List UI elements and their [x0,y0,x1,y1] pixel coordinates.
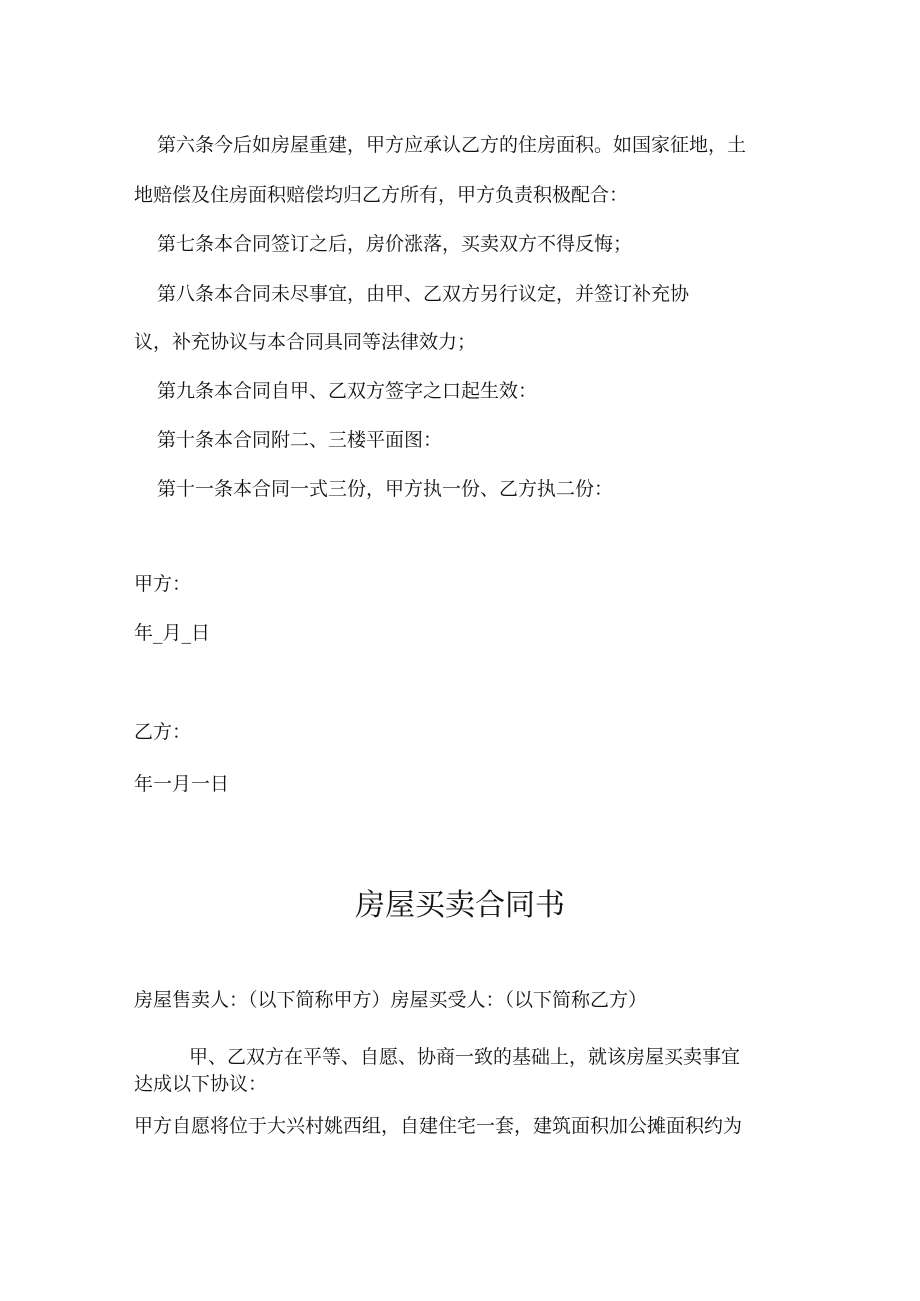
clause-8-line-2: 议，补充协议与本合同具同等法律效力； [134,331,477,353]
preamble-line-1: 甲、乙双方在平等、自愿、协商一致的基础上，就该房屋买卖事宜 [189,1046,741,1068]
party-a-date: 年_月_日 [134,622,211,644]
party-b-date: 年一月一日 [134,773,230,795]
party-b-label: 乙方： [134,721,192,743]
clause-10: 第十条本合同附二、三楼平面图： [157,429,443,451]
body-line-1: 甲方自愿将位于大兴村姚西组，自建住宅一套，建筑面积加公摊面积约为 [134,1115,743,1137]
preamble-line-2: 达成以下协议： [134,1073,268,1095]
party-a-label: 甲方： [134,573,192,595]
contract-title: 房屋买卖合同书 [355,888,565,923]
clause-6-line-1: 第六条今后如房屋重建，甲方应承认乙方的住房面积。如国家征地，土 [157,134,747,156]
clause-8-line-1: 第八条本合同未尽事宜，由甲、乙双方另行议定，并签订补充协 [157,283,690,305]
clause-9: 第九条本合同自甲、乙双方签字之口起生效： [157,380,538,402]
clause-6-line-2: 地赔偿及住房面积赔偿均归乙方所有，甲方负责积极配合： [134,184,629,206]
clause-11: 第十一条本合同一式三份，甲方执一份、乙方执二份： [157,478,614,500]
clause-7: 第七条本合同签订之后，房价涨落，买卖双方不得反悔； [157,233,633,255]
parties-line: 房屋售卖人：（以下简称甲方）房屋买受人：（以下简称乙方） [134,989,648,1011]
